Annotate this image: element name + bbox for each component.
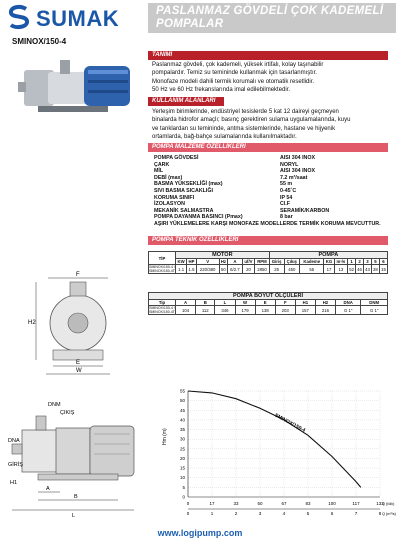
dim-header: H2 — [315, 300, 335, 306]
kullanim-line: binalarda hidrofor amaçlı; basınç gerektiren sulama uygulamalarında, kuyu — [152, 117, 351, 124]
tech-cell: 2850 — [255, 265, 270, 274]
x-tick-label: 4 — [282, 511, 286, 516]
x-tick-label: 1 — [210, 511, 214, 516]
dim-cell: 216 — [315, 306, 335, 315]
tech-header: m³/s — [334, 259, 348, 265]
label-DNM: DNM — [48, 402, 61, 408]
tech-header: KW — [176, 259, 187, 265]
dim-cell: 346 — [215, 306, 235, 315]
spec-row — [154, 195, 381, 202]
tech-header: uf/V — [242, 259, 255, 265]
tech-header: RPM — [255, 259, 270, 265]
tech-cell: 220/380 — [196, 265, 219, 274]
label-GIRIS: GİRİŞ — [8, 462, 23, 468]
dim-header: L — [215, 300, 235, 306]
performance-chart — [158, 385, 396, 525]
page-title — [148, 3, 396, 33]
spec-row — [154, 188, 381, 195]
spec-key: KORUMA SINIFI — [154, 194, 195, 201]
section-kullanim-text — [152, 108, 392, 141]
dim-header: H1 — [295, 300, 315, 306]
tech-cell: 15 — [381, 266, 386, 272]
tech-cell: 28 — [373, 266, 378, 272]
tech-cell: 46 — [357, 266, 362, 272]
spec-key: ÇARK — [154, 161, 170, 168]
dim-title: POMPA BOYUT ÖLÇÜLERİ — [149, 293, 388, 300]
dim-header: A — [176, 300, 196, 306]
spec-key: BASMA YÜKSEKLİĞİ (max) — [154, 181, 223, 188]
brand-logo — [6, 4, 134, 30]
spec-value: Cl.F — [280, 201, 291, 208]
spec-row — [154, 162, 381, 169]
spec-row — [154, 181, 381, 188]
dim-cell: 138 — [255, 306, 275, 315]
spec-row — [154, 201, 381, 208]
title-line-2: POMPALAR — [156, 18, 224, 30]
x-tick-label: 8 — [378, 511, 382, 516]
y-tick-label: 40 — [179, 417, 185, 423]
spec-key: SIVI BASMA SICAKLIĞI — [154, 187, 213, 194]
x-unit-label: Q (m³/s) — [382, 512, 396, 516]
x-tick-label: 2 — [234, 511, 238, 516]
dim-header: B — [196, 300, 215, 306]
x-tick-label: 6 — [330, 511, 334, 516]
tech-group-motor: MOTOR — [176, 252, 270, 259]
spec-row — [154, 208, 381, 215]
label-H2: H2 — [28, 320, 36, 326]
section-tanimi-text — [152, 61, 392, 94]
tanimi-line: 50 Hz ve 60 Hz frekanslarında imal edilebilmektedir. — [152, 86, 291, 93]
label-W: W — [76, 368, 82, 374]
y-tick-label: 35 — [179, 427, 185, 433]
kullanim-line: ve tanklardan su temininde, antma sistemlerinde, hastane ve hijyenik — [152, 125, 336, 132]
footer-url[interactable]: www.logipump.com — [157, 528, 243, 538]
dim-header: W — [235, 300, 255, 306]
y-tick-label: 30 — [179, 436, 185, 442]
x-tick-label: 5 — [306, 511, 310, 516]
dim-header: DNM — [361, 300, 388, 306]
pump-photo — [18, 52, 140, 122]
label-E: E — [76, 360, 81, 366]
spec-row — [154, 155, 381, 162]
x-tick-label: 17 — [209, 501, 215, 506]
tech-header: HP — [188, 259, 195, 264]
label-H1: H1 — [10, 480, 18, 486]
spec-value: NORYL — [280, 161, 299, 168]
spec-value: IP 54 — [280, 194, 293, 201]
dim-header: E — [255, 300, 275, 306]
chart-grid — [188, 391, 380, 497]
spec-value: 0-45˚C — [280, 187, 297, 194]
section-tanimi-heading: TANIMI — [148, 51, 388, 60]
tech-table — [148, 251, 388, 274]
sumak-s-icon — [6, 4, 32, 30]
tech-header: Hz — [220, 259, 226, 264]
dim-header: Tip — [149, 300, 176, 306]
tanimi-line: pompalardır. Temiz su temininde kullanmak için tasarlanmıştır. — [152, 70, 317, 77]
y-tick-label: 55 — [179, 388, 185, 394]
side-view-drawing — [8, 400, 150, 518]
tech-cell-tip: SMINOX/150-4 / SMINOX/150-4T — [149, 265, 175, 273]
tech-group-pompa: POMPA — [269, 252, 387, 259]
y-axis-label: Hm (m) — [162, 428, 168, 445]
y-tick-label: 0 — [182, 494, 185, 500]
tech-cell: 52 — [349, 266, 355, 272]
dim-cell: 179 — [235, 306, 255, 315]
label-L: L — [72, 513, 76, 518]
x-tick-label: 117 — [352, 501, 360, 506]
label-DNA: DNA — [8, 438, 20, 444]
title-line-1: PASLANMAZ GÖVDELİ ÇOK KADEMELİ — [156, 5, 384, 17]
tech-header: 6 — [379, 259, 387, 265]
material-specs — [154, 155, 381, 228]
tech-cell: 6/2.7 — [228, 265, 243, 274]
y-tick-label: 50 — [179, 398, 185, 404]
label-CIKIS: ÇIKIŞ — [60, 410, 75, 416]
spec-value: AISI 304 INOX — [280, 168, 316, 175]
y-tick-label: 45 — [179, 407, 185, 413]
y-tick-label: 25 — [179, 446, 185, 452]
spec-value: 8 bar — [280, 214, 293, 221]
tech-cell: 1.1 — [176, 265, 187, 274]
tech-header: 2 — [356, 259, 364, 265]
spec-note: AŞIRI YÜKLEMELERE KARŞI MONOFAZE MODELLERDE TERMİK KORUMA MEVCUTTUR. — [154, 220, 381, 227]
tech-header: TİP — [149, 252, 176, 265]
tech-header: Kademe — [300, 259, 324, 265]
dim-header: F — [275, 300, 295, 306]
tech-data-row — [149, 265, 388, 274]
section-malzeme-heading: POMPA MALZEME ÖZELLİKLERİ — [148, 143, 388, 152]
tech-header: KG — [325, 259, 333, 264]
front-view-drawing — [8, 268, 138, 378]
spec-key: MİL — [154, 168, 164, 175]
y-tick-label: 5 — [182, 484, 185, 490]
label-F: F — [76, 272, 80, 278]
section-kullanim-heading: KULLANIM ALANLARI — [148, 97, 224, 106]
dim-data-row — [149, 306, 388, 315]
series-label: SMINOX/150-4 — [273, 412, 307, 434]
tech-header: 5 — [371, 259, 379, 265]
spec-value: 7.2 m³/saat — [280, 174, 308, 181]
tech-header: 3 — [364, 259, 372, 265]
kullanim-line: ortamlarda, bağ-bahçe sulamalarında kullanılmaktadır. — [152, 133, 297, 140]
spec-value: AISI 304 INOX — [280, 155, 316, 161]
brand-name: SUMAK — [36, 6, 120, 31]
x-tick-label: 33 — [233, 501, 239, 506]
model-code: SMINOX/150-4 — [12, 37, 67, 46]
x-tick-label: 3 — [258, 511, 262, 516]
tanimi-line: Paslanmaz gövdeli, çok kademeli, yüksek irtifalı, kolay taşınabilir — [152, 62, 324, 68]
spec-value: SERAMİK/KARBON — [280, 207, 330, 214]
spec-key: POMPA GÖVDESİ — [154, 155, 199, 161]
tech-cell: 50 — [220, 266, 226, 272]
spec-key: DEBİ (max) — [154, 174, 183, 181]
y-tick-label: 10 — [179, 475, 185, 481]
spec-row — [154, 214, 381, 221]
tech-cell: 55 — [300, 265, 324, 274]
tech-cell: 43 — [365, 266, 370, 272]
x-tick-label: 0 — [186, 501, 190, 506]
x-tick-label: 133 — [376, 501, 384, 506]
dim-cell: 157 — [295, 306, 315, 315]
tech-group-row — [149, 252, 388, 259]
tech-cell: 13 — [334, 265, 348, 274]
y-tick-label: 20 — [179, 455, 185, 461]
label-B: B — [74, 494, 78, 500]
tech-cell: 450 — [284, 265, 300, 274]
dim-cell-tip: SMINOX/150-4 / SMINOX/150-4T — [149, 306, 175, 314]
kullanim-line: Yerleşim birimlerinde, endüstriyel tesislerde 5 kat 12 daireyi geçmeyen — [152, 109, 339, 115]
spec-row — [154, 168, 381, 175]
x-tick-label: 50 — [257, 501, 263, 506]
x-tick-label: 0 — [186, 511, 190, 516]
dimension-table — [148, 292, 388, 315]
tech-cell: 20 — [242, 265, 255, 274]
dim-cell: G 1" — [361, 306, 388, 315]
dim-header: DNA — [335, 300, 360, 306]
dim-cell: 112 — [196, 306, 215, 315]
tech-cell: 17 — [324, 265, 334, 274]
x-tick-label: 83 — [305, 501, 311, 506]
y-tick-label: 15 — [179, 465, 185, 471]
label-A: A — [46, 486, 50, 492]
dim-cell: 203 — [275, 306, 295, 315]
spec-key: MEKANİK SALMASTRA — [154, 207, 214, 214]
section-teknik-heading: POMPA TEKNİK ÖZELLİKLERİ — [148, 236, 388, 245]
tanimi-line: Monofaze modeli dahili termik korumalı ve otomatik resetlidir. — [152, 78, 315, 85]
tech-cell: 25 — [269, 265, 284, 274]
tech-header: Çıkış — [284, 259, 300, 265]
tech-cell: 1.5 — [188, 266, 195, 272]
x-tick-label: 7 — [354, 511, 358, 516]
dim-cell: G 1" — [335, 306, 360, 315]
x-unit-label: Q (l/dk) — [382, 502, 395, 506]
tech-header: Giriş — [269, 259, 284, 265]
dim-cell: 104 — [176, 306, 196, 315]
tech-header: 1 — [348, 259, 356, 265]
x-tick-label: 100 — [328, 501, 336, 506]
spec-key: İZOLASYON — [154, 201, 185, 208]
x-tick-label: 67 — [281, 501, 287, 506]
spec-key: POMPA DAYANMA BASINCI (Pmax) — [154, 214, 243, 221]
tech-header: A — [228, 259, 243, 265]
tech-header: V — [196, 259, 219, 265]
spec-value: 55 m — [280, 181, 293, 188]
